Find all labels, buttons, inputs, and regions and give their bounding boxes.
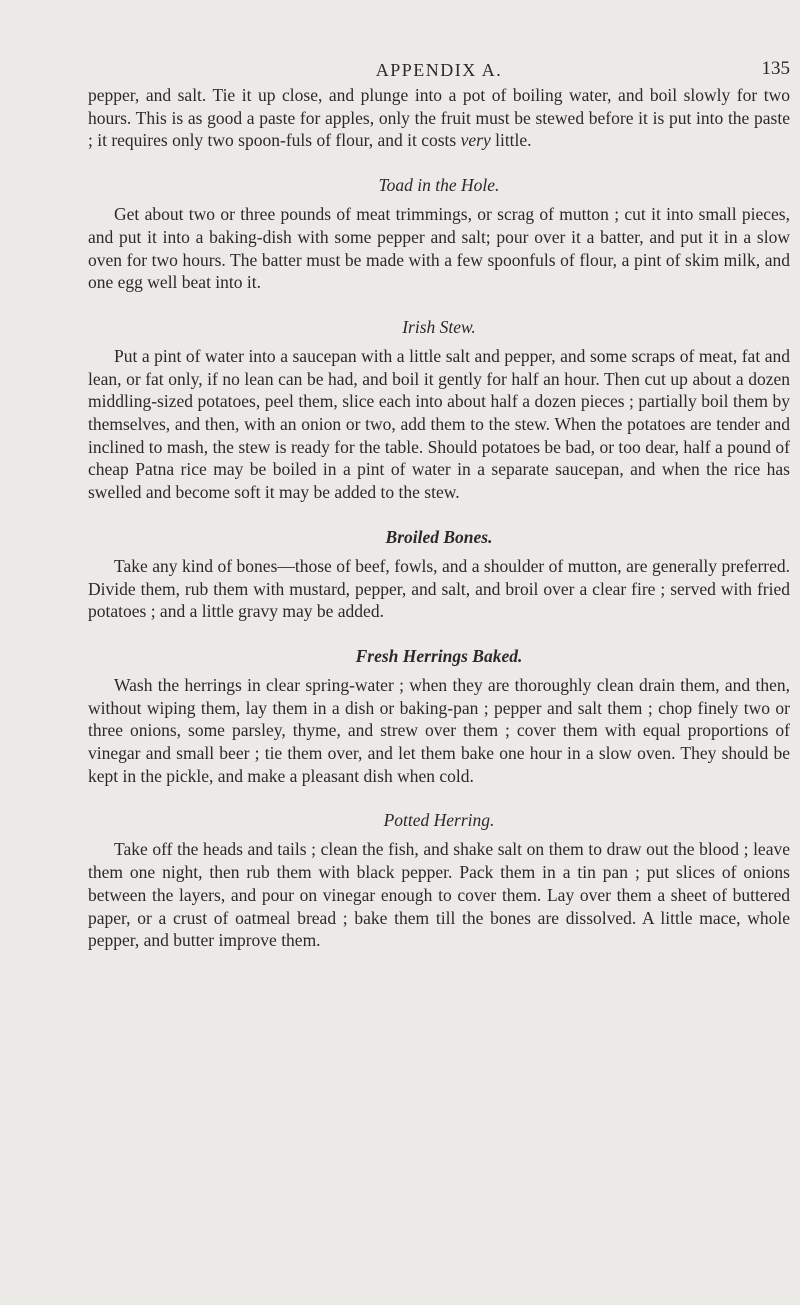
recipe-body: Get about two or three pounds of meat trimmings, or scrag of mutton ; cut it into small pieces, and put it into a baking-dish with some pepper and salt; pour over it a batter, and put it in a slow oven for two hours. The batter must be made with a few spoonfuls of flour, a pint of skim milk, and one egg well beat into it. bbox=[88, 204, 790, 293]
recipe-fresh-herrings-baked bbox=[88, 645, 790, 788]
recipe-broiled-bones bbox=[88, 526, 790, 623]
recipe-body: Take off the heads and tails ; clean the fish, and shake salt on them to draw out the blood ; leave them one night, then rub them with black pepper. Pack them in a tin pan ; put slices of onions between the layers, and pour on vinegar enough to cover them. Lay over them a sheet of buttered paper, or a crust of oatmeal bread ; bake them till the bones are dissolved. A little mace, whole pepper, and butter improve them. bbox=[88, 839, 790, 951]
page-body bbox=[88, 84, 790, 952]
recipe-title: Broiled Bones. bbox=[385, 526, 493, 547]
opening-paragraph bbox=[88, 84, 790, 152]
opening-emphasis: very bbox=[460, 130, 491, 151]
opening-text: pepper, and salt. Tie it up close, and plunge into a pot of boiling water, and boil slowly for two hours. This is as good a paste for apples, only the fruit must be stewed before it is put into the paste ; it requires only two spoon-fuls of flour, and it costs bbox=[88, 85, 790, 151]
recipe-toad-in-the-hole bbox=[88, 174, 790, 294]
recipe-irish-stew bbox=[88, 316, 790, 504]
running-header bbox=[88, 54, 790, 84]
recipe-body: Wash the herrings in clear spring-water ; when they are thoroughly clean drain them, and then, without wiping them, lay them in a dish or baking-pan ; pepper and salt them ; chop finely two or three onions, some parsley, thyme, and strew over them ; cover them with equal proportions of vinegar and small beer ; tie them over, and let them bake one hour in a slow oven. They should be kept in the pickle, and make a pleasant dish when cold. bbox=[88, 674, 790, 786]
recipe-title: Toad in the Hole. bbox=[378, 175, 500, 196]
recipe-potted-herring bbox=[88, 809, 790, 952]
recipe-title: Irish Stew. bbox=[402, 316, 476, 337]
running-title: APPENDIX A. bbox=[375, 60, 503, 80]
page-number: 135 bbox=[761, 58, 790, 79]
recipe-body: Put a pint of water into a saucepan with a little salt and pepper, and some scraps of meat, fat and lean, or fat only, if no lean can be had, and boil it gently for half an hour. Then cut up about a dozen middling-sized potatoes, peel them, slice each into about half a dozen pieces ; partially boil them by themselves, and then, with an onion or two, add them to the stew. When the potatoes are tender and inclined to mash, the stew is ready for the table. Should potatoes be bad, or too dear, half a pound of cheap Patna rice may be boiled in a pint of water in a separate saucepan, and when the rice has swelled and become soft it may be added to the stew. bbox=[88, 345, 790, 503]
opening-text-end: little. bbox=[490, 130, 532, 151]
recipe-body: Take any kind of bones—those of beef, fowls, and a shoulder of mutton, are generally preferred. Divide them, rub them with mustard, pepper, and salt, and broil over a clear fire ; served with fried potatoes ; and a little gravy may be added. bbox=[88, 555, 790, 622]
recipe-title: Potted Herring. bbox=[383, 810, 495, 831]
recipe-title: Fresh Herrings Baked. bbox=[355, 645, 523, 666]
